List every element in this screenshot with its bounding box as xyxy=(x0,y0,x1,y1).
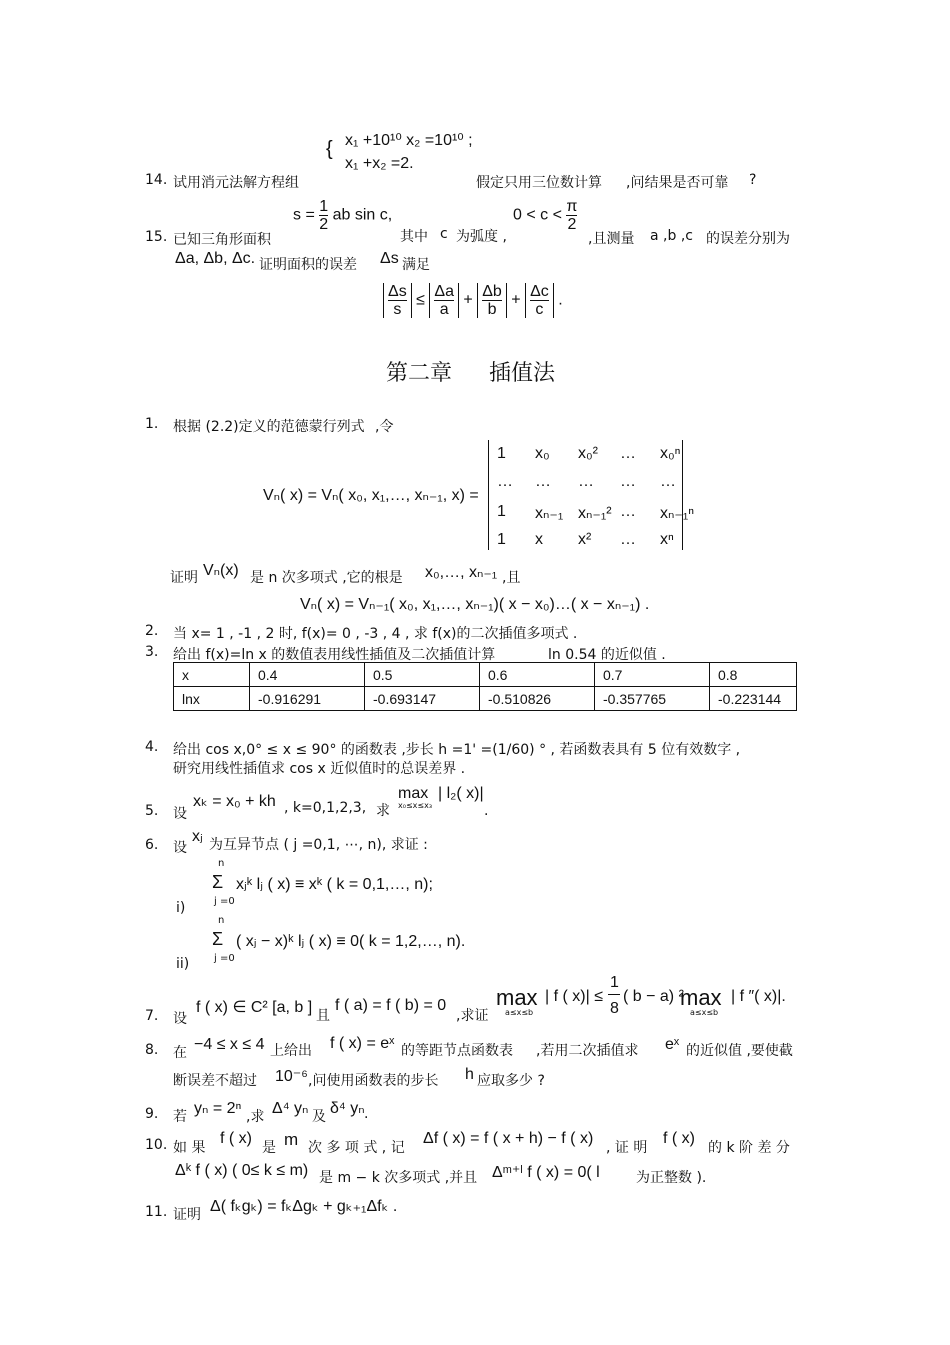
sum-lower: j =0 xyxy=(214,953,235,964)
bound-factor: ( b − a) ² xyxy=(623,988,684,1005)
problem-text: 是 xyxy=(262,1140,276,1156)
table-cell: 0.7 xyxy=(595,663,710,687)
problem-text: 给出 f(x)=ln x 的数值表用线性插值及二次插值计算 xyxy=(173,647,496,663)
brace: { xyxy=(326,138,333,160)
problem-text: 试用消元法解方程组 xyxy=(173,175,299,191)
delta-s: Δs xyxy=(380,250,399,267)
problem-text: 若 xyxy=(173,1109,187,1125)
matrix-cell: x₀² xyxy=(578,445,598,462)
problem-text: ,求 xyxy=(246,1109,265,1125)
problem-text: 如 果 xyxy=(173,1140,206,1156)
matrix-cell: … xyxy=(497,473,513,490)
kth-difference: Δᵏ f ( x) ( 0≤ k ≤ m) xyxy=(175,1162,309,1179)
formula-rhs: ab sin c, xyxy=(332,206,393,224)
problem-text: 证明 xyxy=(173,1207,201,1223)
table-cell: 0.5 xyxy=(365,663,480,687)
sum-symbol: Σ xyxy=(212,929,224,949)
smoothness-condition: f ( x) ∈ C² [a, b ] xyxy=(196,999,313,1016)
problem-text: 设 xyxy=(173,1011,187,1027)
problem-number: 3. xyxy=(145,644,159,660)
fraction xyxy=(566,198,577,233)
formula-lhs: s = xyxy=(293,206,315,224)
var-list: a ,b ,c xyxy=(650,228,693,244)
problem-text: ,若用二次插值求 xyxy=(536,1043,639,1059)
problem-text: ,令 xyxy=(375,419,394,435)
chapter-title: 第二章 xyxy=(386,361,453,386)
frac-num: Δa xyxy=(434,283,454,300)
problem-text: ? xyxy=(749,172,757,188)
matrix-cell: … xyxy=(535,473,551,490)
problem-text: 上给出 xyxy=(270,1043,312,1059)
bound-lhs: | f ( x)| ≤ xyxy=(545,988,603,1005)
vanishing-difference: Δᵐ⁺ˡ f ( x) = 0( l xyxy=(492,1164,600,1181)
frac-den: s xyxy=(393,301,402,318)
matrix-cell: x² xyxy=(578,531,592,548)
bound-rhs: | f ″( x)|. xyxy=(731,988,786,1005)
function-def: f ( x) = eˣ xyxy=(330,1035,395,1052)
period: . xyxy=(364,1106,369,1122)
problem-number: 14. xyxy=(145,172,168,188)
frac-den: 8 xyxy=(610,1000,619,1017)
problem-text: 当 x= 1 , -1 , 2 时, f(x)= 0 , -3 , 4 , 求 f(x)的二次插值多项式 . xyxy=(173,626,578,642)
frac-num: 1 xyxy=(319,198,329,215)
max-operator: max xyxy=(496,985,538,1010)
problem-text: 为互异节点 ( j =0,1, ⋯, n), 求证 : xyxy=(209,837,428,853)
problem-text: 的误差分别为 xyxy=(706,231,790,247)
problem-text: 是 n 次多项式 ,它的根是 xyxy=(250,570,403,586)
period: . xyxy=(558,291,563,309)
sum-upper: n xyxy=(218,915,225,926)
matrix-cell: … xyxy=(660,473,676,490)
frac-num: Δs xyxy=(388,283,407,300)
det-bar-right xyxy=(682,440,683,550)
problem-text: 且 xyxy=(316,1008,330,1024)
problem-number: 2. xyxy=(145,623,159,639)
matrix-cell: 1 xyxy=(497,445,506,462)
function-f: f ( x) xyxy=(663,1130,695,1147)
problem-number: 1. xyxy=(145,416,159,432)
degree-m: m xyxy=(284,1130,299,1149)
matrix-cell: xₙ₋₁² xyxy=(578,505,612,522)
frac-num: Δb xyxy=(482,283,502,300)
problem-number: 10. xyxy=(145,1137,168,1153)
problem-text: ,问结果是否可靠 xyxy=(626,175,729,191)
area-formula xyxy=(293,198,392,233)
matrix-cell: xⁿ xyxy=(660,531,674,548)
problem-text: 次 多 项 式 , 记 xyxy=(308,1140,405,1156)
system-eq-2: x₁ +x₂ =2. xyxy=(345,155,414,172)
matrix-cell: … xyxy=(620,445,636,462)
problem-text: 的 k 阶 差 分 xyxy=(708,1140,790,1156)
plus-sign: + xyxy=(463,291,473,309)
abs-value xyxy=(525,283,554,318)
problem-text: 给出 cos x,0° ≤ x ≤ 90° 的函数表 ,步长 h =1' =(1/60) ° , 若函数表具有 5 位有效数字 , xyxy=(173,742,741,758)
problem-text: ln 0.54 的近似值 . xyxy=(548,647,666,663)
problem-text: 研究用线性插值求 cos x 近似值时的总误差界 . xyxy=(173,761,466,777)
table-cell: lnx xyxy=(174,687,250,711)
problem-text: ,且 xyxy=(502,570,521,586)
error-inequality xyxy=(383,283,563,318)
problem-number: 6. xyxy=(145,837,159,853)
forward-difference: Δ⁴ yₙ xyxy=(272,1100,309,1117)
problem-text: 为弧度 , xyxy=(456,229,507,245)
frac-den: a xyxy=(439,301,449,318)
tolerance: 10⁻⁶ xyxy=(275,1068,308,1085)
table-row xyxy=(174,687,797,711)
matrix-cell: 1 xyxy=(497,531,506,548)
max-operator: max xyxy=(398,785,429,802)
system-eq-1: x₁ +10¹⁰ x₂ =10¹⁰ ; xyxy=(345,132,473,149)
table-cell: x xyxy=(174,663,250,687)
matrix-cell: … xyxy=(620,531,636,548)
frac-num: π xyxy=(566,198,578,215)
range-lhs: 0 < c < xyxy=(513,206,562,224)
matrix-cell: x₀ xyxy=(535,445,550,462)
sum-symbol: Σ xyxy=(212,872,224,892)
sum-upper: n xyxy=(218,858,225,869)
identity-i: xⱼᵏ lⱼ ( x) ≡ xᵏ ( k = 0,1,…, n); xyxy=(236,876,433,893)
problem-number: 5. xyxy=(145,803,159,819)
table-cell: -0.357765 xyxy=(595,687,710,711)
node-formula: xₖ = x₀ + kh xyxy=(193,793,276,810)
problem-number: 8. xyxy=(145,1042,159,1058)
matrix-cell: … xyxy=(620,503,636,520)
problem-text: 的等距节点函数表 xyxy=(401,1043,513,1059)
problem-text: 假定只用三位数计算 xyxy=(476,175,602,191)
var-c: c xyxy=(440,226,448,242)
item-label: i) xyxy=(176,900,186,916)
problem-text: ,且测量 xyxy=(588,231,635,247)
table-cell: -0.916291 xyxy=(250,687,365,711)
problem-text: 应取多少 ? xyxy=(477,1073,545,1089)
table-cell: -0.223144 xyxy=(710,687,797,711)
matrix-cell: x xyxy=(535,531,543,548)
frac-den: 2 xyxy=(567,216,577,233)
matrix-cell: 1 xyxy=(497,503,506,520)
problem-text: ,求证 xyxy=(456,1008,489,1024)
problem-text: , k=0,1,2,3, xyxy=(284,800,367,816)
problem-text: 证明 xyxy=(170,570,198,586)
matrix-cell: xₙ₋₁ⁿ xyxy=(660,505,695,522)
lagrange-expr: | l₂( x)| xyxy=(438,785,484,802)
vandermonde-lhs: Vₙ( x) = Vₙ( x₀, x₁,…, xₙ₋₁, x) = xyxy=(263,487,479,504)
problem-number: 4. xyxy=(145,739,159,755)
fraction xyxy=(319,198,328,233)
interval: −4 ≤ x ≤ 4 xyxy=(194,1036,265,1053)
frac-den: c xyxy=(535,301,544,318)
table-row xyxy=(174,663,797,687)
problem-number: 7. xyxy=(145,1008,159,1024)
sum-lower: j =0 xyxy=(214,896,235,907)
det-bar-left xyxy=(488,440,489,550)
problem-text: 根据 (2.2)定义的范德蒙行列式 xyxy=(173,419,365,435)
function-f: f ( x) xyxy=(220,1130,252,1147)
range-formula xyxy=(513,198,577,233)
problem-text: 满足 xyxy=(402,257,430,273)
problem-text: 证明面积的误差 xyxy=(259,257,357,273)
product-rule: Δ( fₖgₖ) = fₖΔgₖ + gₖ₊₁Δfₖ . xyxy=(210,1198,398,1215)
plus-sign: + xyxy=(511,291,521,309)
central-difference: δ⁴ yₙ xyxy=(330,1100,365,1117)
table-cell: 0.4 xyxy=(250,663,365,687)
matrix-cell: x₀ⁿ xyxy=(660,445,681,462)
difference-def: Δf ( x) = f ( x + h) − f ( x) xyxy=(423,1130,594,1147)
problem-text: 的近似值 ,要使截 xyxy=(686,1043,793,1059)
problem-text: 其中 xyxy=(400,229,428,245)
ln-table xyxy=(173,662,797,711)
frac-den: b xyxy=(487,301,497,318)
matrix-cell: … xyxy=(620,473,636,490)
period: . xyxy=(484,803,489,819)
sequence-def: yₙ = 2ⁿ xyxy=(194,1100,242,1117)
roots: x₀,…, xₙ₋₁ xyxy=(425,564,498,581)
abs-value xyxy=(383,283,412,318)
problem-text: 求 xyxy=(376,803,390,819)
matrix-cell: … xyxy=(578,473,594,490)
frac-num: 1 xyxy=(610,974,619,991)
problem-text: 断误差不超过 xyxy=(173,1073,257,1089)
table-cell: -0.510826 xyxy=(480,687,595,711)
problem-number: 15. xyxy=(145,229,168,245)
vandermonde-identity: Vₙ( x) = Vₙ₋₁( x₀, x₁,…, xₙ₋₁)( x − x₀)…( x − xₙ₋₁) . xyxy=(300,596,650,613)
ex-symbol: eˣ xyxy=(665,1036,680,1053)
problem-text: 为正整数 ). xyxy=(636,1170,707,1186)
problem-text: , 证 明 xyxy=(606,1140,648,1156)
frac-den: 2 xyxy=(319,216,329,233)
matrix-cell: xₙ₋₁ xyxy=(535,505,564,522)
error-list: Δa, Δb, Δc. xyxy=(175,250,256,267)
item-label: ii) xyxy=(176,956,190,972)
table-cell: 0.6 xyxy=(480,663,595,687)
chapter-subtitle: 插值法 xyxy=(489,361,556,386)
frac-num: Δc xyxy=(530,283,549,300)
xj-symbol: xⱼ xyxy=(192,828,203,845)
table-cell: -0.693147 xyxy=(365,687,480,711)
problem-text: 在 xyxy=(173,1045,187,1061)
abs-value xyxy=(477,283,507,318)
identity-ii: ( xⱼ − x)ᵏ lⱼ ( x) ≡ 0( k = 1,2,…, n). xyxy=(236,933,466,950)
step-h: h xyxy=(465,1066,474,1083)
abs-value xyxy=(429,283,459,318)
problem-number: 11. xyxy=(145,1204,168,1220)
problem-text: 及 xyxy=(312,1109,326,1125)
problem-text: 是 m − k 次多项式 ,并且 xyxy=(319,1170,478,1186)
problem-text: 已知三角形面积 xyxy=(173,232,271,248)
table-cell: 0.8 xyxy=(710,663,797,687)
max-operator: max xyxy=(680,985,722,1010)
problem-number: 9. xyxy=(145,1106,159,1122)
fraction-bar xyxy=(608,994,620,995)
le-sign: ≤ xyxy=(416,291,425,309)
problem-text: 设 xyxy=(173,806,187,822)
max-subscript: x₀≤x≤x₃ xyxy=(398,801,433,810)
max-subscript: a≤x≤b xyxy=(690,1008,719,1017)
boundary-condition: f ( a) = f ( b) = 0 xyxy=(335,997,447,1014)
max-subscript: a≤x≤b xyxy=(505,1008,534,1017)
problem-text: 设 xyxy=(173,840,187,856)
vn-symbol: Vₙ(x) xyxy=(203,562,239,579)
problem-text: ,问使用函数表的步长 xyxy=(308,1073,439,1089)
